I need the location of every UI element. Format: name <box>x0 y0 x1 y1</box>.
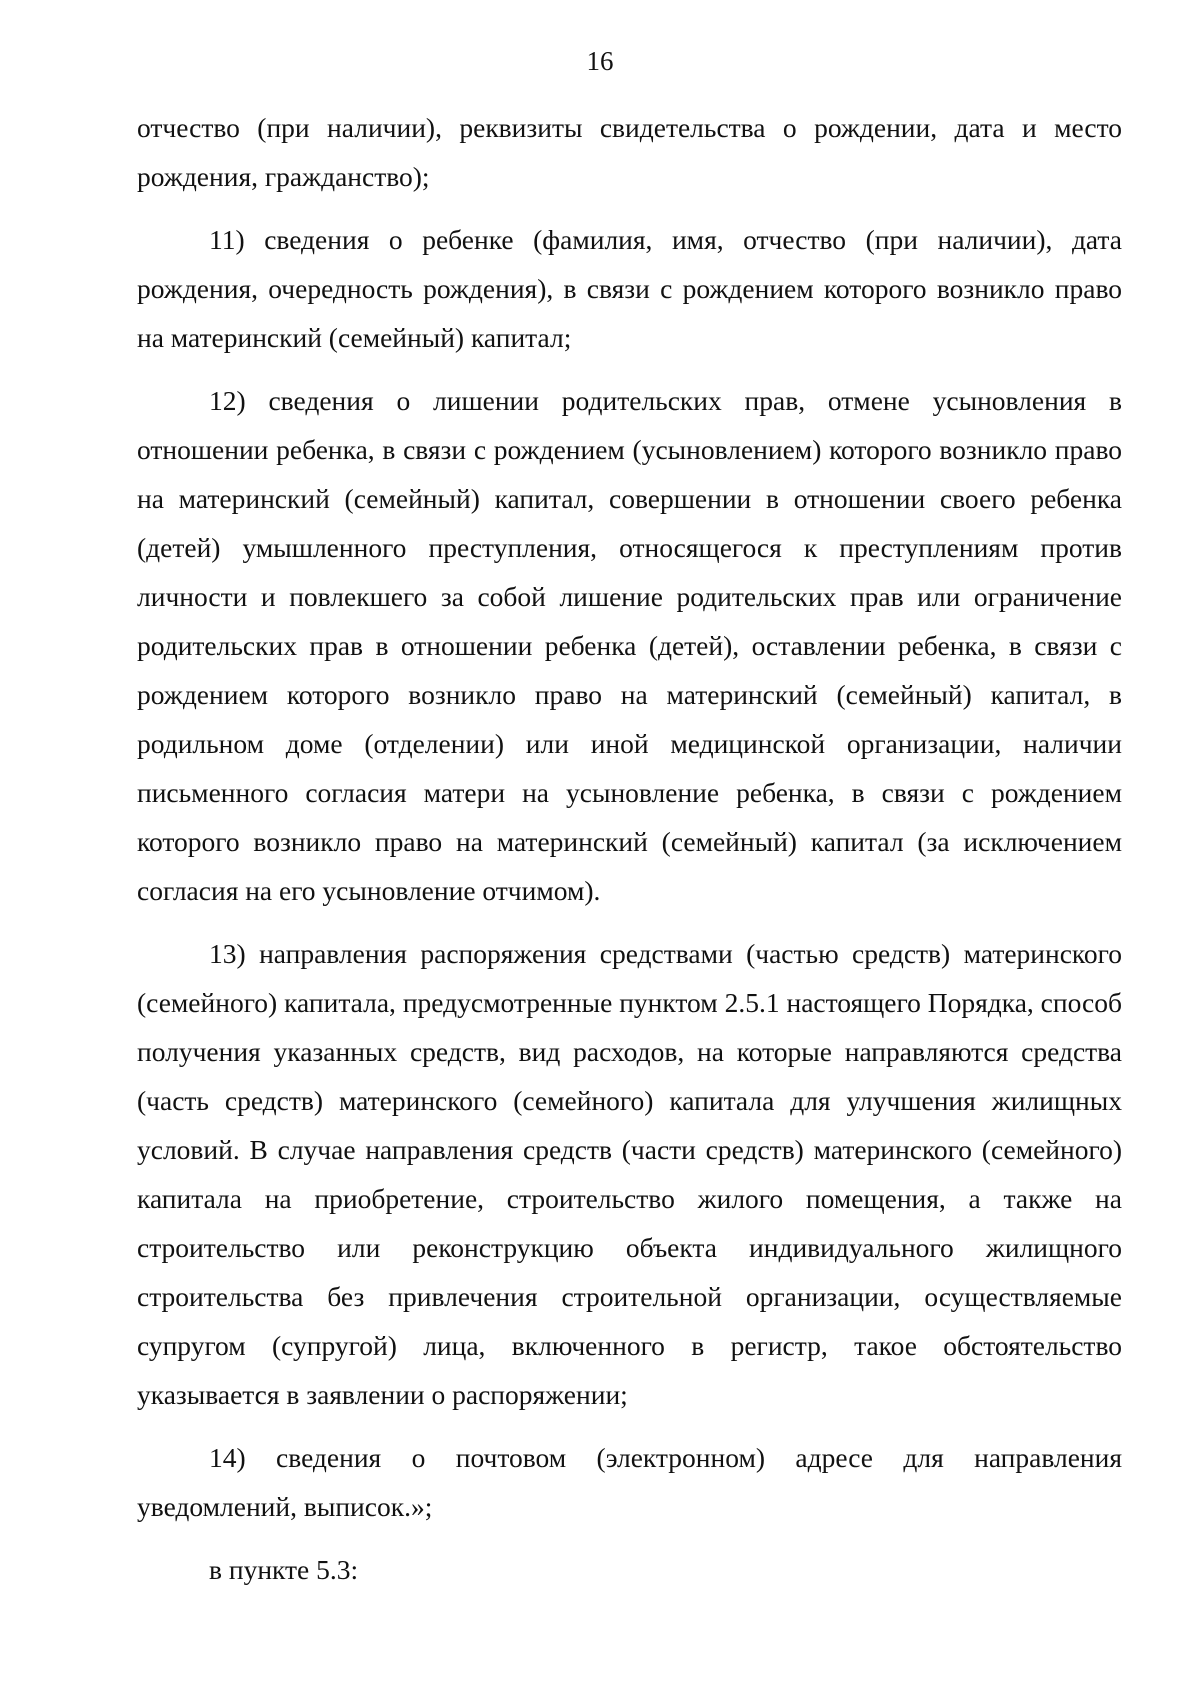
paragraph-item-13: 13) направления распоряжения средствами (частью средств) материнского (семейного) капитала, предусмотренные пунктом 2.5.1 настоящего Порядка, способ получения указанных средств, вид расходов, на которые направляются средства (часть средств) материнского (семейного) капитала для улучшения жилищных условий. В случае направления средств (части средств) материнского (семейного) капитала на приобретение, строительство жилого помещения, а также на строительство или реконструкцию объекта индивидуального жилищного строительства без привлечения строительной организации, осуществляемые супругом (супругой) лица, включенного в регистр, такое обстоятельство указывается в заявлении о распоряжении; <box>137 938 1122 1410</box>
page-number: 16 <box>586 46 614 76</box>
paragraph-item-14: 14) сведения о почтовом (электронном) адресе для направления уведомлений, выписок.»; <box>137 1442 1122 1522</box>
paragraph-clause-5-3: в пункте 5.3: <box>209 1554 359 1585</box>
paragraph-continuation: отчество (при наличии), реквизиты свидетельства о рождении, дата и место рождения, гражданство); <box>137 112 1122 192</box>
paragraph-item-12: 12) сведения о лишении родительских прав, отмене усыновления в отношении ребенка, в связи с рождением (усыновлением) которого возникло право на материнский (семейный) капитал, совершении в отношении своего ребенка (детей) умышленного преступления, относящегося к преступлениям против личности и повлекшего за собой лишение родительских прав или ограничение родительских прав в отношении ребенка (детей), оставлении ребенка, в связи с рождением которого возникло право на материнский (семейный) капитал, в родильном доме (отделении) или иной медицинской организации, наличии письменного согласия матери на усыновление ребенка, в связи с рождением которого возникло право на материнский (семейный) капитал (за исключением согласия на его усыновление отчимом). <box>137 385 1122 906</box>
document-body <box>137 103 1122 1594</box>
paragraph-item-11: 11) сведения о ребенке (фамилия, имя, отчество (при наличии), дата рождения, очередность рождения), в связи с рождением которого возникло право на материнский (семейный) капитал; <box>137 224 1122 353</box>
